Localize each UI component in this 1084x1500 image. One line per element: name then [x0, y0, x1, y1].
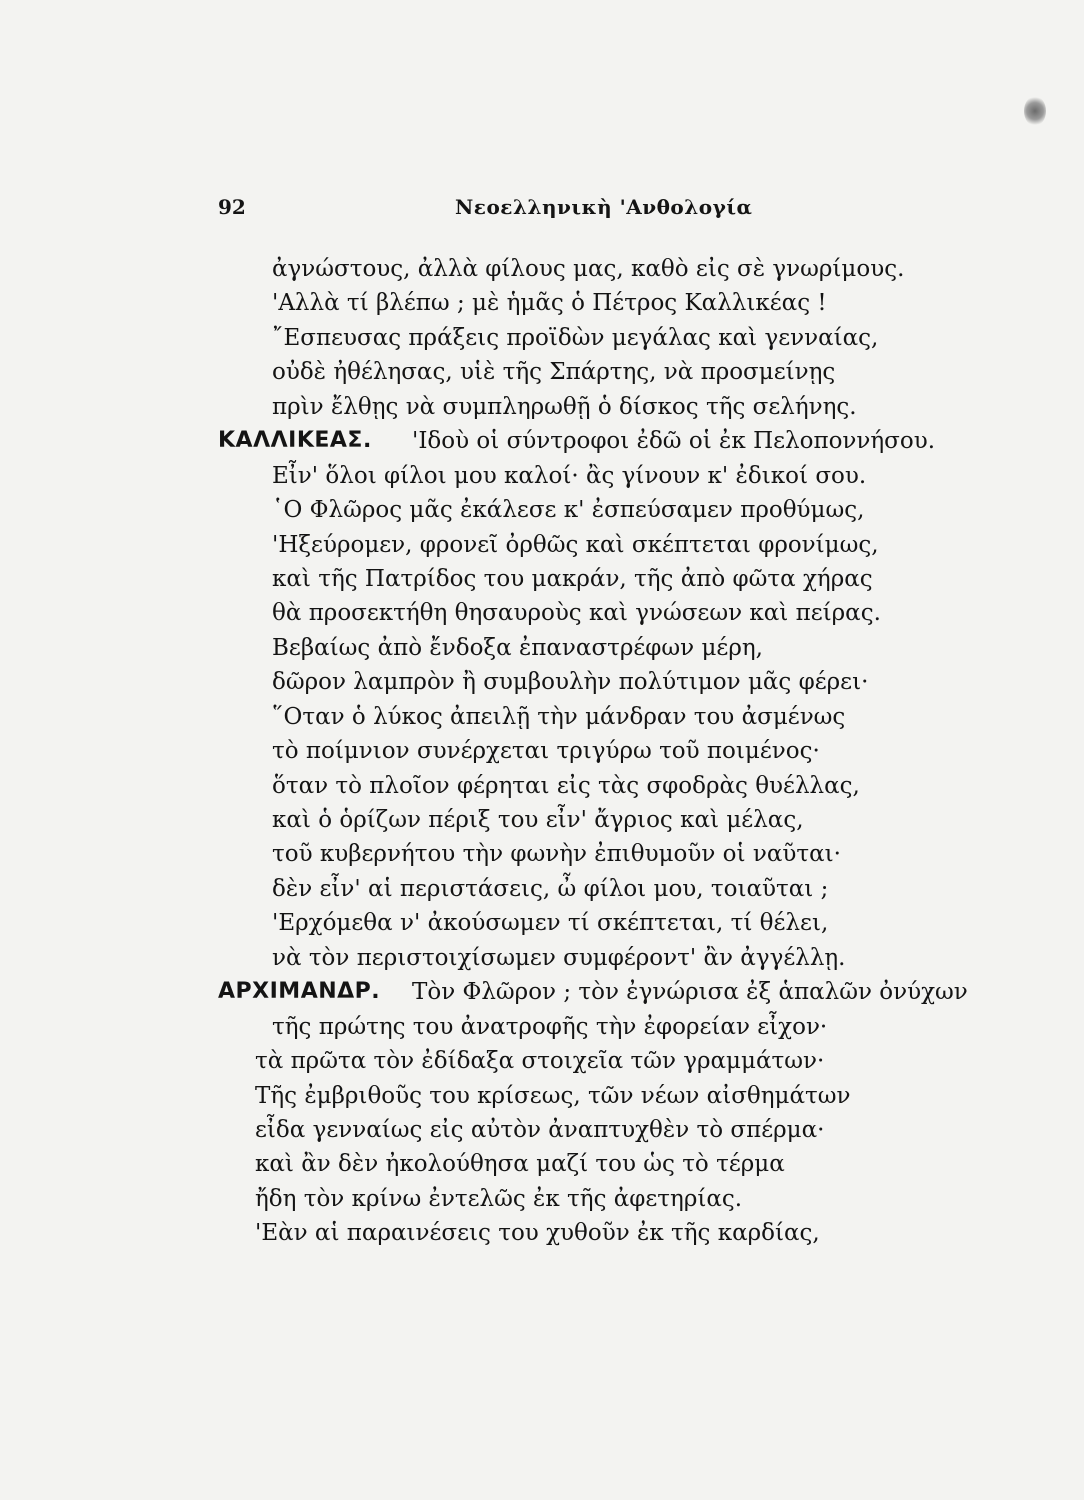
- verse-text-line: νὰ τὸν περιστοιχίσωμεν συμφέροντ' ἂν ἀγγέλλῃ.: [272, 944, 846, 971]
- verse-text-line: εἶδα γενναίως εἰς αὐτὸν ἀναπτυχθὲν τὸ σπέρμα·: [255, 1116, 825, 1143]
- verse-text-line: πρὶν ἔλθῃς νὰ συμπληρωθῇ ὁ δίσκος τῆς σελήνης.: [272, 393, 857, 420]
- verse-line: [0, 700, 1084, 734]
- verse-text-line: Τῆς ἐμβριθοῦς του κρίσεως, τῶν νέων αἰσθημάτων: [255, 1082, 851, 1109]
- verse-text-line: ἤδη τὸν κρίνω ἐντελῶς ἐκ τῆς ἀφετηρίας.: [255, 1185, 743, 1212]
- verse-text-line: καὶ ἂν δὲν ἠκολούθησα μαζί του ὡς τὸ τέρμα: [255, 1151, 785, 1178]
- verse-text-line: 'Αλλὰ τί βλέπω ; μὲ ἡμᾶς ὁ Πέτρος Καλλικέας !: [272, 290, 827, 317]
- verse-line: [0, 252, 1084, 286]
- page-header: [0, 195, 1084, 229]
- verse-text-line: Βεβαίως ἀπὸ ἔνδοξα ἐπαναστρέφων μέρη,: [272, 634, 763, 661]
- verse-line: [0, 631, 1084, 665]
- verse-text-line: θὰ προσεκτήθη θησαυροὺς καὶ γνώσεων καὶ πείρας.: [272, 600, 881, 627]
- verse-line: [0, 1113, 1084, 1147]
- verse-text-line: τὸ ποίμνιον συνέρχεται τριγύρω τοῦ ποιμένος·: [272, 738, 820, 765]
- verse-line: [0, 1216, 1084, 1250]
- verse-line: [0, 562, 1084, 596]
- verse-text-line: 'Ερχόμεθα ν' ἀκούσωμεν τί σκέπτεται, τί θέλει,: [272, 910, 829, 937]
- verse-text-line: τὰ πρῶτα τὸν ἐδίδαξα στοιχεῖα τῶν γραμμάτων·: [255, 1048, 825, 1075]
- speaker-name: ΑΡΧΙΜΑΝΔΡ.: [218, 979, 381, 1005]
- verse-text-line: Τὸν Φλῶρον ; τὸν ἐγνώρισα ἐξ ἁπαλῶν ὀνύχων: [412, 979, 968, 1006]
- verse-line: [0, 1182, 1084, 1216]
- verse-line: [0, 1079, 1084, 1113]
- verse-line: [0, 355, 1084, 389]
- speaker-line: [0, 424, 1084, 458]
- verse-text-line: τῆς πρώτης του ἀνατροφῆς τὴν ἐφορείαν εἶχον·: [272, 1013, 828, 1040]
- verse-line: [0, 286, 1084, 320]
- verse-line: [0, 1010, 1084, 1044]
- verse-text-line: καὶ τῆς Πατρίδος του μακράν, τῆς ἀπὸ φῶτα χήρας: [272, 565, 873, 592]
- ink-smudge: [1024, 96, 1046, 126]
- verse-line: [0, 734, 1084, 768]
- verse-line: [0, 493, 1084, 527]
- verse-text-line: 'Ιδοὺ οἱ σύντροφοι ἐδῶ οἱ ἐκ Πελοποννήσου.: [412, 428, 936, 455]
- verse-text-line: οὐδὲ ἠθέλησας, υἱὲ τῆς Σπάρτης, νὰ προσμείνῃς: [272, 359, 836, 386]
- verse-line: [0, 906, 1084, 940]
- verse-text-line: ἀγνώστους, ἀλλὰ φίλους μας, καθὸ εἰς σὲ γνωρίμους.: [272, 256, 905, 282]
- verse-line: [0, 803, 1084, 837]
- verse-line: [0, 1044, 1084, 1078]
- verse-text-line: καὶ ὁ ὁρίζων πέριξ του εἶν' ἄγριος καὶ μέλας,: [272, 807, 804, 833]
- verse-text-line: δὲν εἶν' αἱ περιστάσεις, ὦ φίλοι μου, τοιαῦται ;: [272, 875, 829, 902]
- verse-text-line: 'Ηξεύρομεν, φρονεῖ ὀρθῶς καὶ σκέπτεται φρονίμως,: [272, 531, 879, 558]
- verse-text-line: 'Εὰν αἱ παραινέσεις του χυθοῦν ἐκ τῆς καρδίας,: [255, 1220, 820, 1247]
- running-title: Νεοελληνικὴ 'Ανθολογία: [455, 195, 753, 219]
- speaker-name: ΚΑΛΛΙΚΕΑΣ.: [218, 428, 372, 454]
- verse-text-line: Εἶν' ὅλοι φίλοι μου καλοί· ἂς γίνουν κ' ἐδικοί σου.: [272, 462, 867, 489]
- verse-line: [0, 321, 1084, 355]
- verse-line: [0, 665, 1084, 699]
- verse-text: [0, 252, 1084, 1251]
- speaker-line: [0, 975, 1084, 1009]
- verse-line: [0, 872, 1084, 906]
- verse-text-line: τοῦ κυβερνήτου τὴν φωνὴν ἐπιθυμοῦν οἱ ναῦται·: [272, 841, 841, 868]
- verse-line: [0, 837, 1084, 871]
- verse-line: [0, 459, 1084, 493]
- verse-line: [0, 528, 1084, 562]
- verse-text-line: ὅταν τὸ πλοῖον φέρηται εἰς τὰς σφοδρὰς θυέλλας,: [272, 772, 860, 799]
- verse-line: [0, 390, 1084, 424]
- verse-line: [0, 941, 1084, 975]
- verse-text-line: ῎Εσπευσας πράξεις προϊδὼν μεγάλας καὶ γενναίας,: [272, 324, 879, 351]
- verse-line: [0, 596, 1084, 630]
- verse-text-line: ῞Οταν ὁ λύκος ἀπειλῇ τὴν μάνδραν του ἀσμένως: [272, 703, 846, 730]
- page-number: 92: [218, 195, 246, 219]
- verse-line: [0, 769, 1084, 803]
- verse-text-line: δῶρον λαμπρὸν ἢ συμβουλὴν πολύτιμον μᾶς φέρει·: [272, 669, 869, 696]
- verse-line: [0, 1147, 1084, 1181]
- verse-text-line: ῾Ο Φλῶρος μᾶς ἐκάλεσε κ' ἐσπεύσαμεν προθύμως,: [272, 497, 865, 524]
